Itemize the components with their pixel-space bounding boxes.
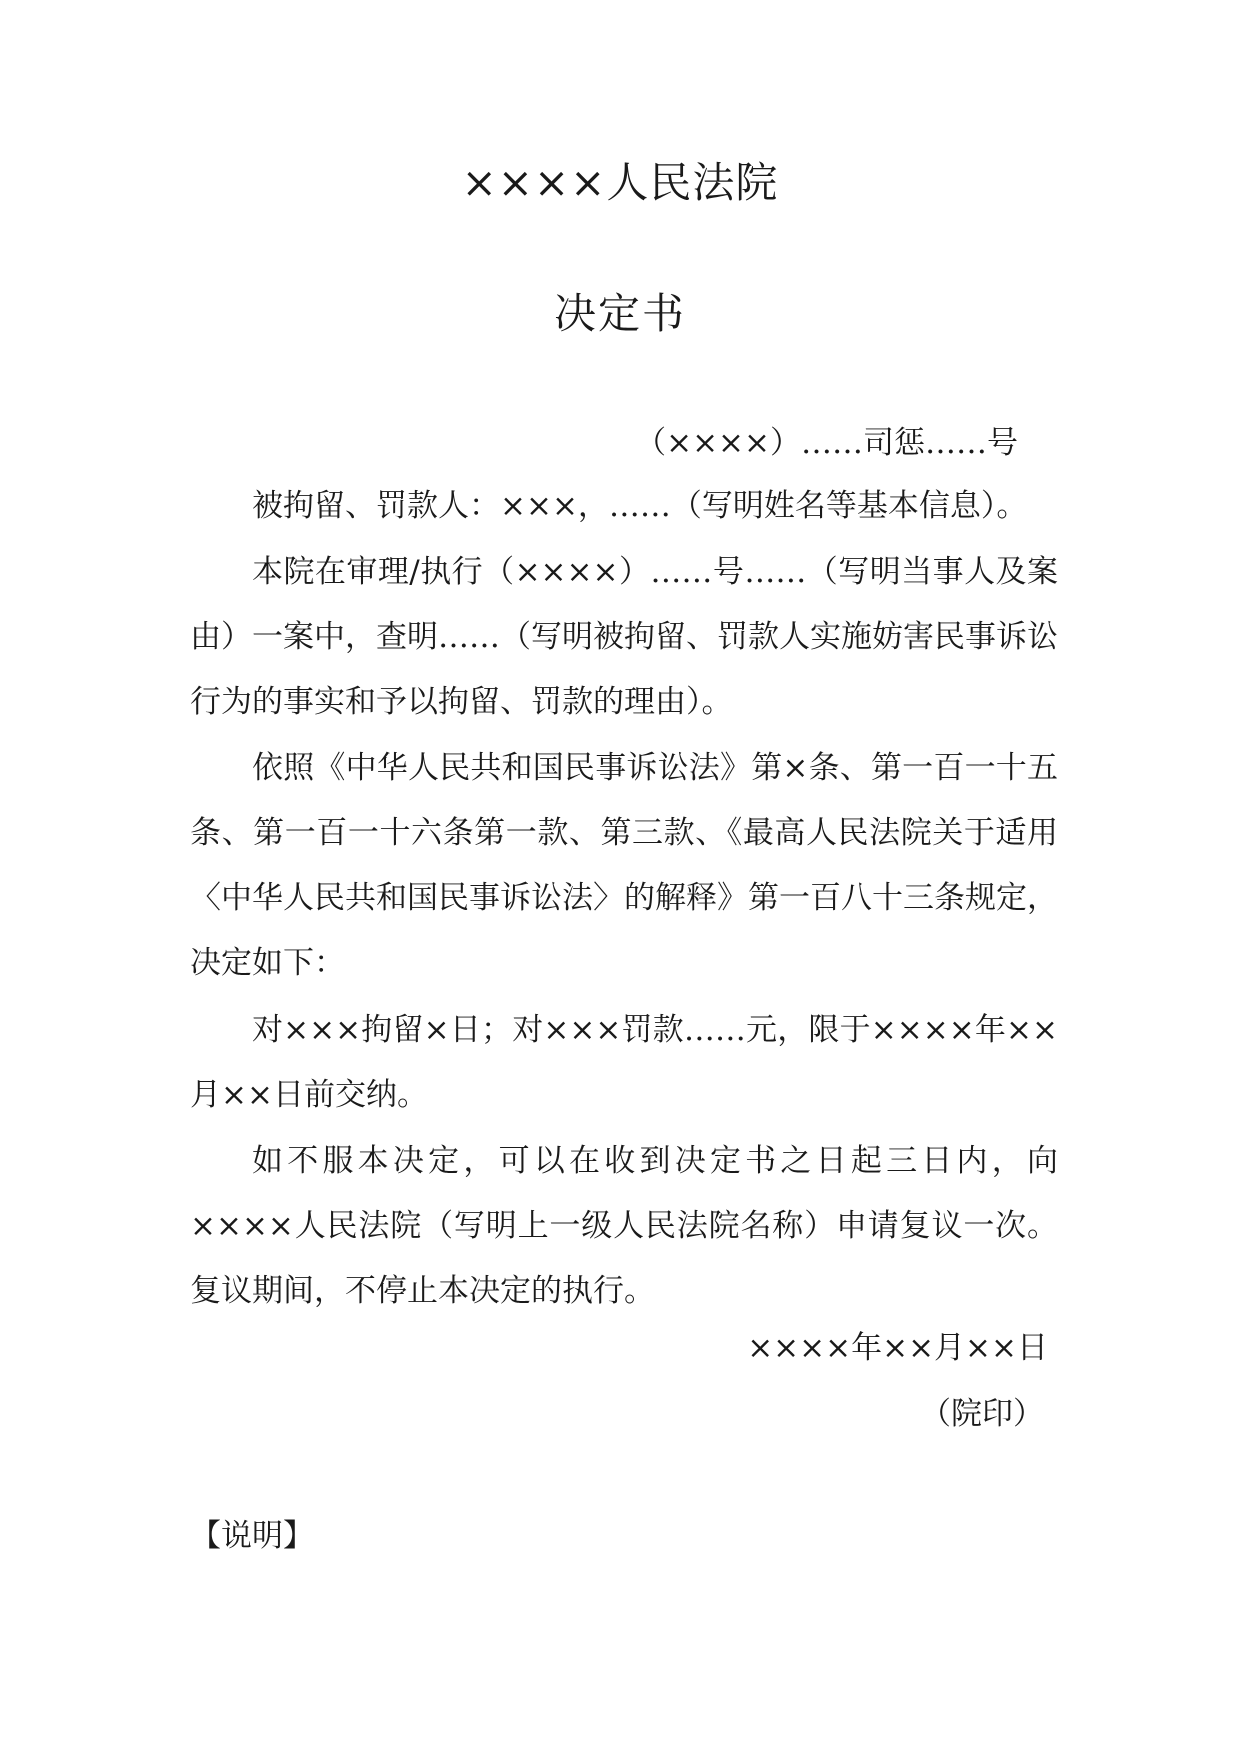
paragraph-party: 被拘留、罚款人：×××，……（写明姓名等基本信息）。 — [252, 488, 1028, 524]
document-body — [190, 474, 1058, 539]
court-seal: （院印） — [920, 1396, 1044, 1432]
signature-date: ××××年××月××日 — [747, 1330, 1048, 1366]
document-body-decision — [190, 998, 1058, 1128]
document-body-facts — [190, 540, 1058, 735]
paragraph-facts: 本院在审理/执行（××××）……号……（写明当事人及案由）一案中，查明……（写明被拘留、罚款人实施妨害民事诉讼行为的事实和予以拘留、罚款的理由）。 — [190, 554, 1058, 720]
paragraph-legal-basis: 依照《中华人民共和国民事诉讼法》第×条、第一百一十五条、第一百一十六条第一款、第三款、《最高人民法院关于适用〈中华人民共和国民事诉讼法〉的解释》第一百八十三条规定，决定如下： — [190, 750, 1058, 981]
paragraph-decision: 对×××拘留×日；对×××罚款……元，限于××××年××月××日前交纳。 — [190, 1012, 1058, 1113]
document-body-appeal — [190, 1129, 1058, 1324]
court-name: ××××人民法院 — [461, 158, 779, 207]
document-body-basis — [190, 736, 1058, 996]
note-heading: 【说明】 — [190, 1518, 314, 1554]
case-number: （××××）……司惩……号 — [635, 425, 1018, 461]
paragraph-appeal: 如不服本决定，可以在收到决定书之日起三日内，向××××人民法院（写明上一级人民法院名称）申请复议一次。复议期间，不停止本决定的执行。 — [190, 1143, 1058, 1309]
document-title: 决定书 — [553, 289, 686, 338]
